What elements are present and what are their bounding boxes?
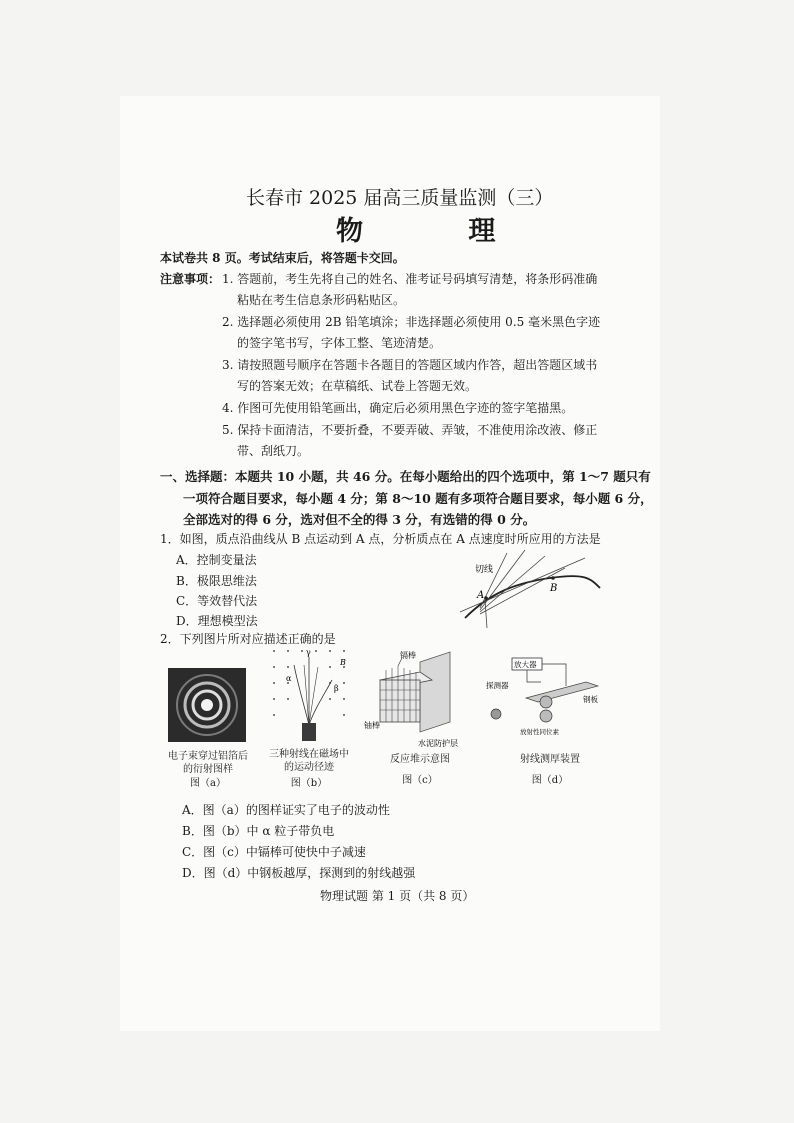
q2-stem: 2．下列图片所对应描述正确的是 [160,632,336,646]
q1-stem: 1．如图，质点沿曲线从 B 点运动到 A 点，分析质点在 A 点速度时所应用的方法是 [160,532,601,546]
notice-label: 注意事项： [160,272,221,286]
figure-d-label: 图（d） [531,775,569,786]
q1-curve-figure [455,548,605,633]
point-b-dot [551,576,555,580]
notice-line: 选择题必须使用 2B 铅笔填涂；非选择题必须使用 0.5 毫米黑色字迹 [237,315,601,329]
source-roller [491,709,501,719]
q1-option-d: D．理想模型法 [176,614,258,628]
figure-b-caption: 三种射线在磁场中的运动径迹 [269,749,349,773]
diffraction-pattern-image [168,668,246,742]
notice-num: 4. [222,401,234,415]
concrete-shield [420,652,450,732]
notice-item-3 [222,356,597,373]
beta-label: β [334,684,339,693]
tangent-label: 切线 [475,565,494,575]
magnetic-field-figure [268,645,350,743]
q2-option-c: C．图（c）中镉棒可使快中子减速 [182,845,366,859]
secant-line [485,600,487,628]
q1-option-a: A．控制变量法 [176,553,257,567]
notice-line-cont: 带、刮纸刀。 [237,444,310,458]
figure-b-label: 图（b） [290,778,328,789]
notice-line-cont: 的签字笔书写，字体工整、笔迹清楚。 [237,336,442,350]
radiation-source [302,723,316,741]
notice-num: 2. [222,315,234,329]
q1-option-b: B．极限思维法 [176,574,257,588]
subject-title: 物 理 [336,216,544,247]
notice-line: 请按照题号顺序在答题卡各题目的答题区域内作答，超出答题区域书 [237,358,598,372]
plate-label: 钢板 [583,695,598,704]
figure-c-caption: 反应堆示意图 [390,754,450,765]
q2-option-d: D．图（d）中钢板越厚，探测到的射线越强 [182,866,416,880]
section-heading-line2: 一项符合题目要求，每小题 4 分；第 8～10 题有多项符合题目要求，每小题 6 分， [183,491,653,506]
notice-line: 答题前，考生先将自己的姓名、准考证号码填写清楚，将条形码准确 [237,272,598,286]
gamma-label: γ [306,648,311,657]
q2-option-a: A．图（a）的图样证实了电子的波动性 [182,803,390,817]
notice-item-4 [222,399,573,416]
notice-line: 保持卡面清洁，不要折叠，不要弄破、弄皱，不准使用涂改液、修正 [237,423,598,437]
q2-option-b: B．图（b）中 α 粒子带负电 [182,824,335,838]
point-a-dot [484,596,488,600]
field-label: B [340,658,346,667]
q1-option-c: C．等效替代法 [176,594,258,608]
roller [540,696,552,708]
detector-label: 探测器 [486,681,509,690]
notice-num: 1. [222,272,234,286]
figure-a-label: 图（a） [190,778,226,789]
point-a-label: A [477,590,485,601]
notice-num: 3. [222,358,234,372]
uranium-rod-label: 铀棒 [364,721,380,730]
reactor-figure [362,650,462,750]
notice-item-2 [222,313,600,330]
section-heading-line3: 全部选对的得 6 分，选对但不全的得 3 分，有选错的得 0 分。 [183,512,536,527]
alpha-label: α [286,674,292,683]
notice-num: 5. [222,423,234,437]
page-footer: 物理试题 第 1 页（共 8 页） [320,889,475,903]
notice-line-cont: 写的答案无效；在草稿纸、试卷上答题无效。 [237,379,478,393]
secant-line [480,550,525,610]
figure-a-caption: 电子束穿过铝箔后的衍射图样 [168,751,248,775]
section-heading-line1: 一、选择题：本题共 10 小题，共 46 分。在每小题给出的四个选项中，第 1～7 题只有 [160,469,651,484]
shield-label: 水泥防护层 [418,739,458,748]
notice-line: 作图可先使用铅笔画出，确定后必须用黑色字迹的签字笔描黑。 [237,401,574,415]
exam-title: 长春市 2025 届高三质量监测（三） [246,187,554,209]
source-label: 放射性同位素 [520,728,559,736]
figure-d-caption: 射线测厚装置 [520,754,580,765]
roller [540,710,552,722]
point-b-label: B [550,583,558,594]
notice-item-1 [222,270,597,287]
notice-line-cont: 粘贴在考生信息条形码粘贴区。 [237,293,406,307]
figure-c-label: 图（c） [402,775,438,786]
amplifier-label: 放大器 [514,660,537,669]
notice-item-5 [222,421,597,438]
thickness-gauge-figure [486,656,606,748]
intro-text: 本试卷共 8 页。考试结束后，将答题卡交回。 [160,251,405,265]
cadmium-rod-label: 镉棒 [400,651,416,660]
